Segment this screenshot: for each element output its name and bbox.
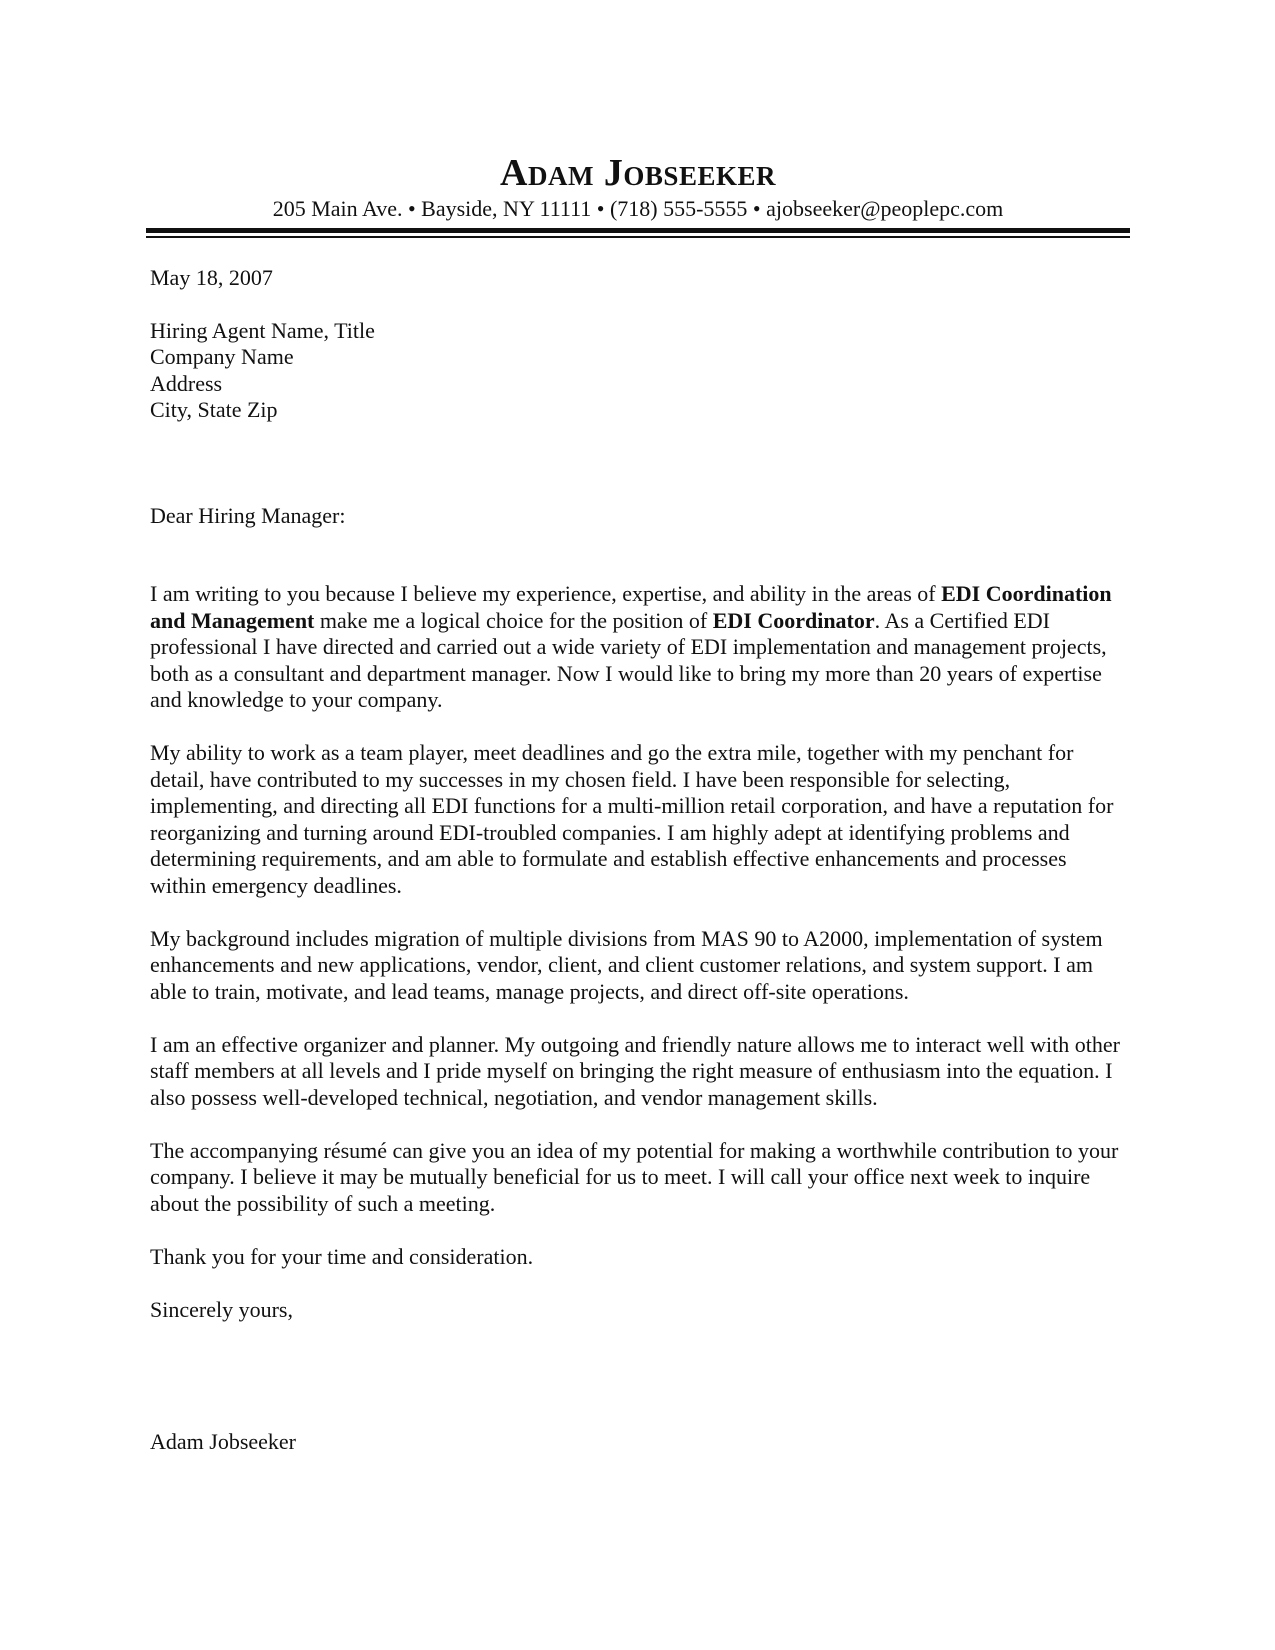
paragraph-5: The accompanying résumé can give you an idea of my potential for making a worthwhile contribution to your company. I believe it may be mutually beneficial for us to meet. I will call your office next week to inquire about the possibility of such a meeting. bbox=[150, 1137, 1119, 1216]
letter-body bbox=[150, 265, 1125, 1456]
letterhead bbox=[146, 150, 1130, 222]
recipient-line: City, State Zip bbox=[150, 397, 278, 422]
signature-name: Adam Jobseeker bbox=[150, 1429, 297, 1454]
header-rule-thin bbox=[146, 236, 1130, 238]
paragraph-1-emphasis: EDI Coordinator bbox=[712, 607, 875, 633]
recipient-address bbox=[150, 318, 1125, 424]
sender-name: Adam Jobseeker bbox=[500, 152, 776, 194]
closing: Sincerely yours, bbox=[150, 1296, 293, 1322]
paragraph-1-text: I am writing to you because I believe my experience, expertise, and ability in the areas of bbox=[150, 581, 942, 606]
recipient-line: Company Name bbox=[150, 344, 294, 369]
paragraph-1-text: make me a logical choice for the position of bbox=[314, 607, 713, 633]
recipient-line: Hiring Agent Name, Title bbox=[150, 317, 375, 343]
paragraph-6: Thank you for your time and consideration. bbox=[150, 1243, 534, 1269]
salutation: Dear Hiring Manager: bbox=[150, 502, 346, 528]
paragraph-2: My ability to work as a team player, meet deadlines and go the extra mile, together with my penchant for detail, have contributed to my successes in my chosen field. I have been responsible for selecting, implementing, and directing all EDI functions for a multi-million retail corporation, and have a reputation for reorganizing and turning around EDI-troubled companies. I am highly adept at identifying problems and determining requirements, and am able to formulate and establish effective enhancements and processes within emergency deadlines. bbox=[150, 740, 1114, 898]
recipient-line: Address bbox=[150, 370, 223, 396]
letter-date: May 18, 2007 bbox=[150, 265, 273, 290]
paragraph-1-emphasis: EDI Coordination and Management bbox=[150, 581, 1112, 633]
paragraph-4: I am an effective organizer and planner. My outgoing and friendly nature allows me to interact well with other staff members at all levels and I pride myself on bringing the right measure of enthusiasm into the equation. I also possess well-developed technical, negotiation, and vendor management skills. bbox=[150, 1031, 1120, 1110]
paragraph-3: My background includes migration of multiple divisions from MAS 90 to A2000, implementation of system enhancements and new applications, vendor, client, and client customer relations, and system support. I am able to train, motivate, and lead teams, manage projects, and direct off-site operations. bbox=[150, 925, 1103, 1004]
header-rule-thick bbox=[146, 228, 1130, 233]
paragraph-1 bbox=[150, 581, 1125, 714]
sender-contact: 205 Main Ave. • Bayside, NY 11111 • (718) 555-5555 • ajobseeker@peoplepc.com bbox=[272, 196, 1004, 221]
paragraph-1-text: . As a Certified EDI professional I have directed and carried out a wide variety of EDI implementation and management projects, both as a consultant and department manager. Now I would like to bring my more than 20 years of expertise and knowledge to your company. bbox=[150, 607, 1107, 712]
